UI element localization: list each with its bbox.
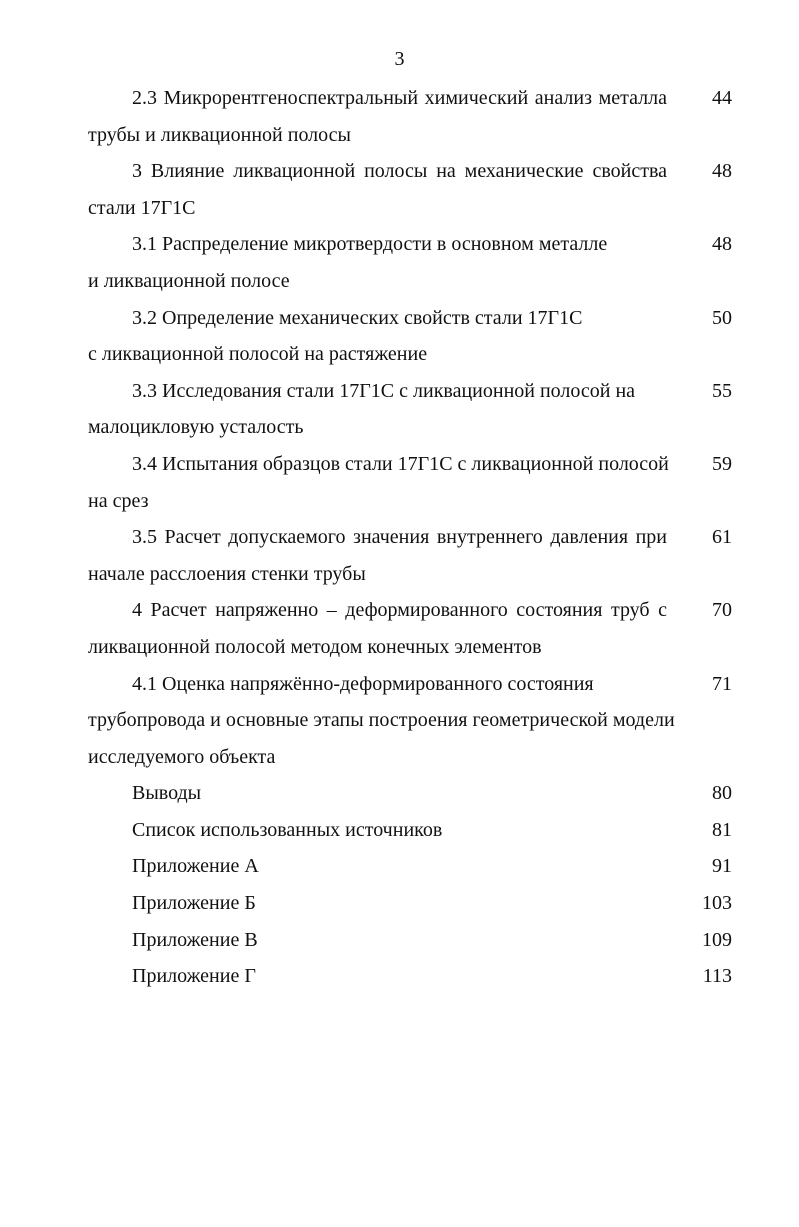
toc-entry-page: 44	[712, 87, 732, 109]
toc-entry-title: Приложение Б	[132, 892, 256, 915]
toc-entry-page: 55	[712, 379, 732, 402]
toc-entry-appendix-b	[88, 885, 732, 922]
toc-entry-page: 50	[712, 306, 732, 329]
toc-entry-title: 4 Расчет напряженно – деформированного состояния труб с	[132, 599, 667, 622]
page-number: 3	[394, 48, 405, 70]
toc-entry-page: 81	[712, 818, 732, 841]
toc-entry-title: 3.5 Расчет допускаемого значения внутреннего давления при	[132, 526, 667, 549]
toc-entry-3-1	[88, 226, 732, 299]
toc-entry-title-continued: малоцикловую усталость	[88, 416, 304, 439]
toc-entry-page: 59	[712, 452, 732, 475]
toc-entry-title: 3 Влияние ликвационной полосы на механические свойства	[132, 160, 667, 183]
toc-entry-title: Приложение В	[132, 928, 258, 951]
toc-entry-title: Список использованных источников	[132, 818, 443, 841]
toc-entry-appendix-g	[88, 958, 732, 995]
toc-entry-title-continued: с ликвационной полосой на растяжение	[88, 343, 428, 366]
toc-entry-title-continued: и ликвационной полосе	[88, 269, 290, 292]
toc-entry-title-continued: на срез	[88, 489, 149, 512]
toc-entry-page: 109	[702, 928, 732, 951]
toc-entry-title-continued: начале расслоения стенки трубы	[88, 562, 366, 585]
toc-entry-page: 61	[712, 526, 732, 549]
toc-entry-references	[88, 812, 732, 849]
toc-entry-page: 48	[712, 233, 732, 256]
toc-entry-title: 2.3 Микрорентгеноспектральный химический анализ металла	[132, 87, 667, 109]
toc-entry-title: 3.1 Распределение микротвердости в основном металле	[132, 233, 608, 256]
toc-entry-title: 3.2 Определение механических свойств стали 17Г1С	[132, 306, 583, 329]
toc-entry-3	[88, 153, 732, 226]
toc-entry-page: 80	[712, 782, 732, 805]
toc-entry-title: 4.1 Оценка напряжённо-деформированного состояния	[132, 672, 594, 695]
toc-entry-title: Приложение Г	[132, 965, 256, 988]
toc-entry-title-continued: стали 17Г1С	[88, 196, 196, 219]
toc-entry-title: 3.4 Испытания образцов стали 17Г1С с ликвационной полосой	[132, 452, 669, 475]
toc-entry-page: 91	[712, 855, 732, 878]
toc-entry-page: 103	[702, 892, 732, 915]
toc-entry-4	[88, 592, 732, 665]
toc-entry-page: 71	[712, 672, 732, 695]
table-of-contents	[88, 80, 732, 995]
toc-entry-3-4	[88, 446, 732, 519]
toc-entry-3-5	[88, 519, 732, 592]
toc-entry-appendix-v	[88, 922, 732, 959]
toc-entry-title: Выводы	[132, 782, 202, 805]
toc-entry-title: 3.3 Исследования стали 17Г1С с ликвационной полосой на	[132, 379, 636, 402]
toc-entry-page: 48	[712, 160, 732, 183]
toc-entry-title-continued: исследуемого объекта	[88, 745, 276, 768]
toc-entry-title-continued: трубопровода и основные этапы построения геометрической модели	[88, 709, 675, 732]
toc-entry-title: Приложение А	[132, 855, 259, 878]
toc-entry-title-continued: трубы и ликвационной полосы	[88, 123, 351, 146]
toc-entry-title-continued: ликвационной полосой методом конечных элементов	[88, 635, 542, 658]
toc-entry-appendix-a	[88, 848, 732, 885]
toc-entry-conclusions	[88, 775, 732, 812]
toc-entry-page: 113	[702, 965, 732, 988]
toc-entry-3-3	[88, 373, 732, 446]
toc-entry-2-3	[88, 80, 732, 153]
toc-entry-page: 70	[712, 599, 732, 622]
toc-entry-4-1	[88, 666, 732, 776]
toc-entry-3-2	[88, 300, 732, 373]
